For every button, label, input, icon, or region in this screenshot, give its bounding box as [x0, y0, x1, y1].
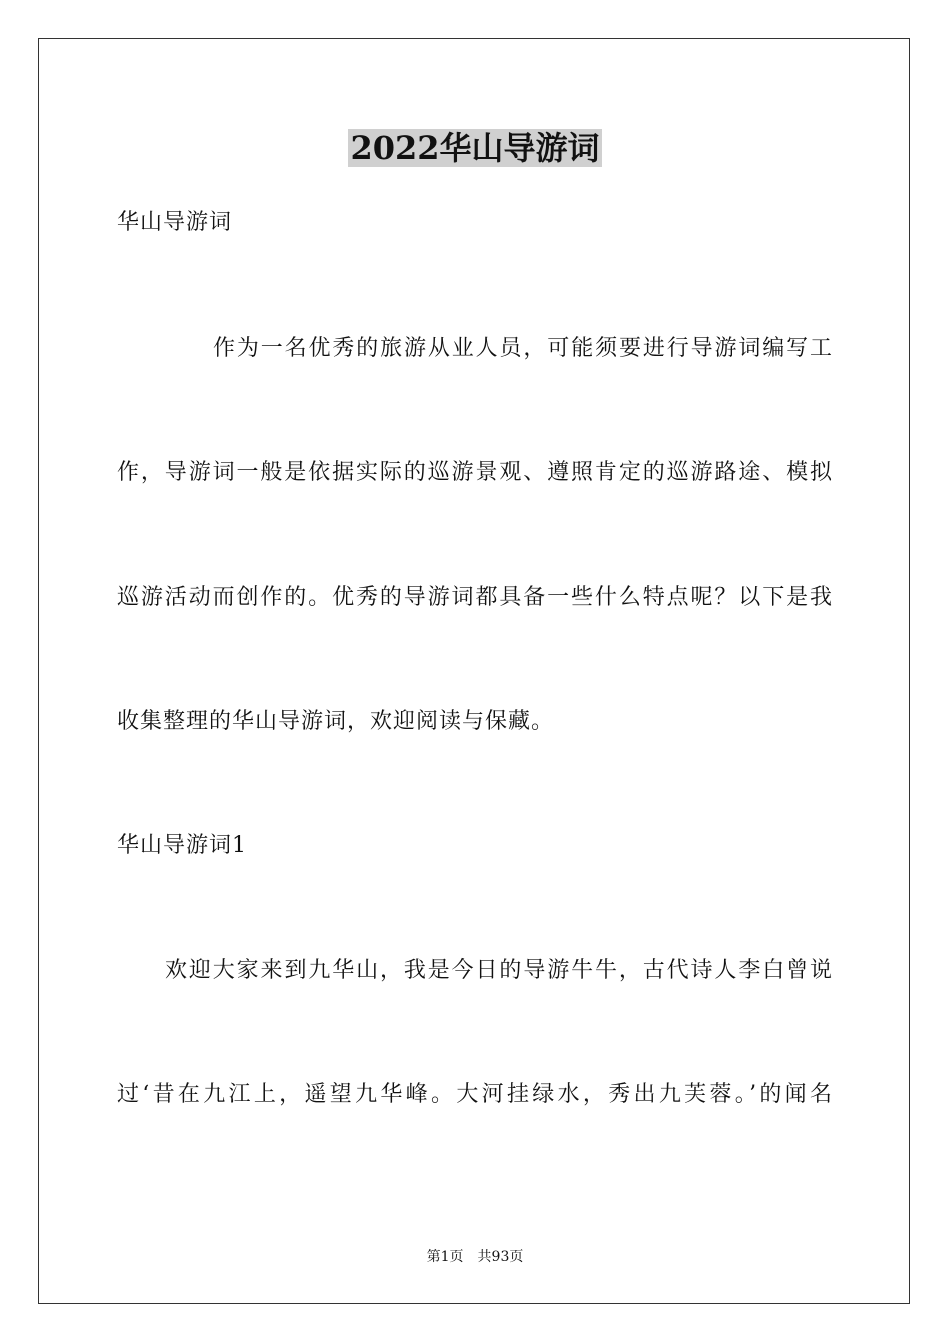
body-line-2: 过‘昔在九江上，遥望九华峰。大河挂绿水，秀出九芙蓉。’的闻名 — [117, 1082, 833, 1107]
page-total: 共93页 — [477, 1249, 524, 1265]
intro-line-3: 巡游活动而创作的。优秀的导游词都具备一些什么特点呢？以下是我 — [117, 585, 833, 610]
body-line-1: 欢迎大家来到九华山，我是今日的导游牛牛，古代诗人李白曾说 — [165, 958, 833, 983]
section-heading: 华山导游词1 — [117, 833, 247, 858]
intro-line-2: 作，导游词一般是依据实际的巡游景观、遵照肯定的巡游路途、模拟 — [117, 460, 833, 485]
document-title-text: 2022华山导游词 — [350, 129, 600, 167]
document-title — [0, 126, 950, 170]
page-number: 第1页 — [426, 1249, 464, 1265]
document-subtitle: 华山导游词 — [117, 210, 233, 235]
intro-line-4: 收集整理的华山导游词，欢迎阅读与保藏。 — [117, 709, 555, 734]
page-footer — [0, 1247, 950, 1267]
intro-line-1: 作为一名优秀的旅游从业人员，可能须要进行导游词编写工 — [213, 336, 833, 361]
